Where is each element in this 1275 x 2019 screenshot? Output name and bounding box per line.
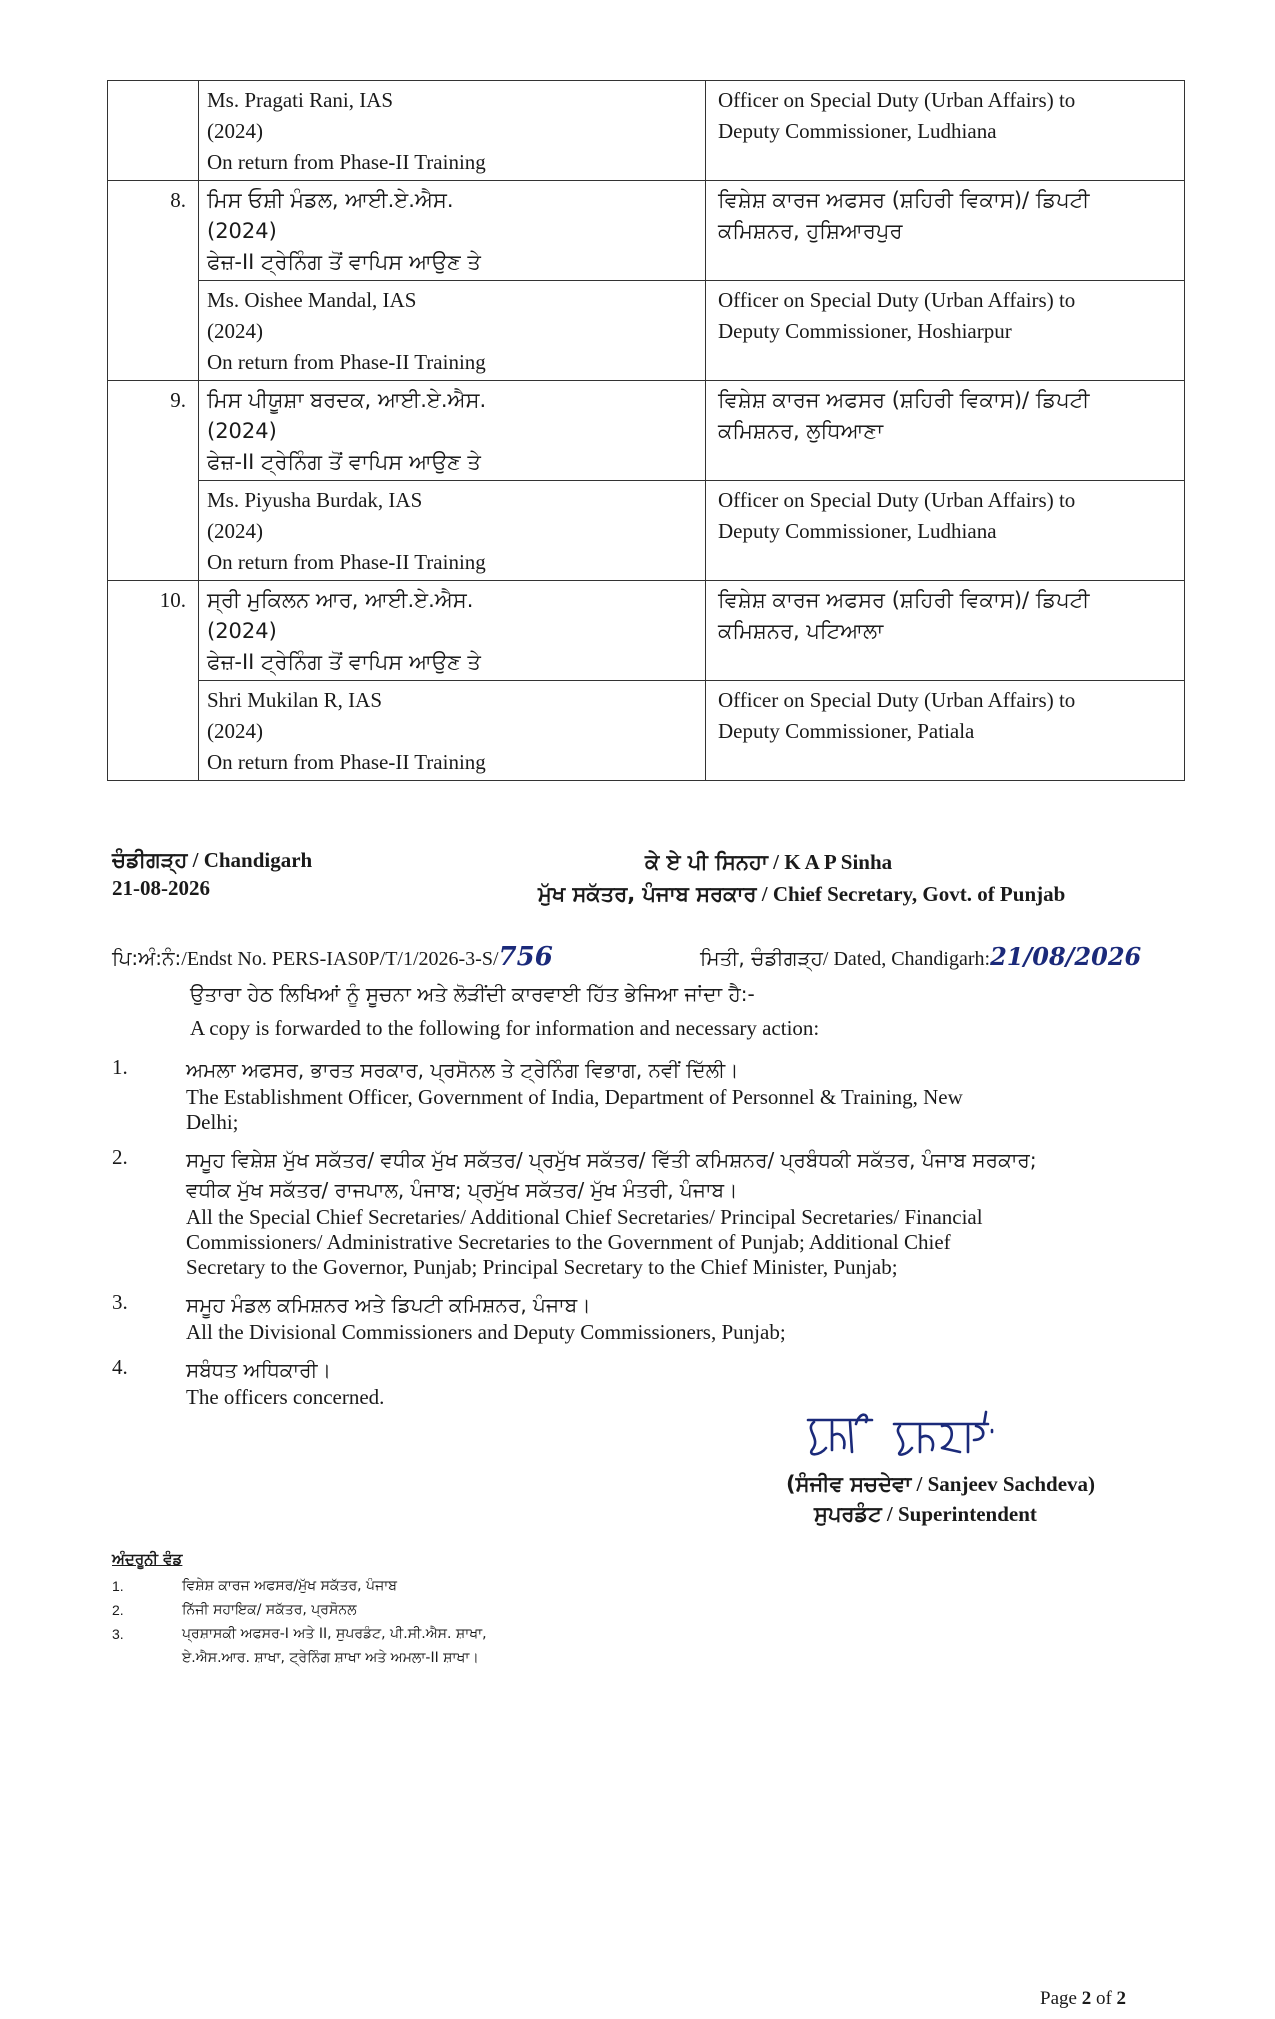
recipient-english: The Establishment Officer, Government of India, Department of Personnel & Training, New — [186, 1085, 963, 1109]
recipient-body — [186, 1290, 1187, 1345]
recipient-english: Commissioners/ Administrative Secretaries to the Government of Punjab; Additional Chief — [186, 1230, 951, 1254]
issuer-name — [645, 850, 892, 875]
post-line: ਕਮਿਸ਼ਨਰ, ਪਟਿਆਲਾ — [718, 619, 884, 643]
handwritten-date: 21/08/2026 — [990, 942, 1142, 971]
internal-text: ਪ੍ਰਸ਼ਾਸਕੀ ਅਫਸਰ-I ਅਤੇ II, ਸੁਪਰਡੰਟ, ਪੀ.ਸੀ.ਐਸ. ਸ਼ਾਖਾ, — [182, 1626, 487, 1642]
officer-name-punjabi — [199, 381, 706, 481]
post-line: ਵਿਸ਼ੇਸ਼ ਕਾਰਜ ਅਫਸਰ (ਸ਼ਹਿਰੀ ਵਿਕਾਸ)/ ਡਿਪਟੀ — [718, 388, 1090, 412]
officer-name-english — [199, 481, 706, 581]
table-row — [108, 581, 1185, 681]
posting-english — [706, 81, 1185, 181]
page-of: of — [1095, 1988, 1112, 2009]
post-line: Deputy Commissioner, Hoshiarpur — [718, 319, 1012, 343]
name-line: Ms. Oishee Mandal, IAS — [207, 288, 417, 312]
name-line: On return from Phase-II Training — [207, 350, 486, 374]
superintendent-name-punjabi: (ਸੰਜੀਵ ਸਚਦੇਵਾ — [786, 1472, 912, 1496]
name-line: ਮਿਸ ਪੀਯੂਸ਼ਾ ਬਰਦਕ, ਆਈ.ਏ.ਐਸ. — [207, 388, 487, 412]
recipient-english: The officers concerned. — [186, 1385, 385, 1409]
post-line: ਕਮਿਸ਼ਨਰ, ਹੁਸ਼ਿਆਰਪੁਰ — [718, 219, 903, 243]
internal-text: ਨਿੱਜੀ ਸਹਾਇਕ/ ਸਕੱਤਰ, ਪ੍ਰਸੋਨਲ — [182, 1602, 357, 1618]
name-line: ਫੇਜ਼-II ਟ੍ਰੇਨਿੰਗ ਤੋਂ ਵਾਪਿਸ ਆਉਣ ਤੇ — [207, 250, 481, 274]
posting-punjabi — [706, 381, 1185, 481]
recipient-item — [112, 1355, 1187, 1410]
handwritten-number: 756 — [498, 942, 553, 972]
name-line: (2024) — [207, 719, 263, 743]
recipient-english: All the Divisional Commissioners and Deputy Commissioners, Punjab; — [186, 1320, 786, 1344]
recipient-punjabi: ਸਮੂਹ ਮੰਡਲ ਕਮਿਸ਼ਨਰ ਅਤੇ ਡਿਪਟੀ ਕਮਿਸ਼ਨਰ, ਪੰਜਾਬ। — [186, 1293, 591, 1317]
table-row — [108, 181, 1185, 281]
name-line: Ms. Piyusha Burdak, IAS — [207, 488, 423, 512]
recipient-item — [112, 1145, 1187, 1280]
post-line: ਵਿਸ਼ੇਸ਼ ਕਾਰਜ ਅਫਸਰ (ਸ਼ਹਿਰੀ ਵਿਕਾਸ)/ ਡਿਪਟੀ — [718, 588, 1090, 612]
recipient-punjabi: ਅਮਲਾ ਅਫਸਰ, ਭਾਰਤ ਸਰਕਾਰ, ਪ੍ਰਸੋਨਲ ਤੇ ਟ੍ਰੇਨਿੰਗ ਵਿਭਾਗ, ਨਵੀਂ ਦਿੱਲੀ। — [186, 1058, 739, 1082]
signature-scribble — [800, 1408, 1000, 1468]
recipient-list — [112, 1055, 1187, 1420]
recipient-number: 1. — [112, 1055, 128, 1079]
issue-place — [112, 848, 312, 873]
posting-punjabi — [706, 181, 1185, 281]
recipient-number: 3. — [112, 1290, 128, 1314]
posting-english — [706, 281, 1185, 381]
recipient-number: 4. — [112, 1355, 128, 1379]
serial-number — [108, 81, 199, 181]
table-row — [108, 81, 1185, 181]
internal-number: 3. — [112, 1626, 124, 1642]
name-line: (2024) — [207, 219, 277, 243]
superintendent-name-english: / Sanjeev Sachdeva) — [916, 1472, 1096, 1496]
recipient-english: All the Special Chief Secretaries/ Additional Chief Secretaries/ Principal Secretaries/ Financial — [186, 1205, 983, 1229]
internal-item — [112, 1574, 812, 1598]
officer-name-punjabi — [199, 581, 706, 681]
table-row — [108, 681, 1185, 781]
page-label: Page — [1040, 1988, 1077, 2009]
serial-number: 8. — [108, 181, 199, 381]
name-line: (2024) — [207, 119, 263, 143]
post-line: Officer on Special Duty (Urban Affairs) to — [718, 288, 1076, 312]
internal-item — [112, 1598, 812, 1622]
place-punjabi: ਚੰਡੀਗੜ੍ਹ — [112, 848, 188, 872]
forward-note-punjabi: ਉਤਾਰਾ ਹੇਠ ਲਿਖਿਆਂ ਨੂੰ ਸੂਚਨਾ ਅਤੇ ਲੋੜੀਂਦੀ ਕਾਰਵਾਈ ਹਿੱਤ ਭੇਜਿਆ ਜਾਂਦਾ ਹੈ:- — [190, 982, 755, 1006]
name-line: ਸ੍ਰੀ ਮੁਕਿਲਨ ਆਰ, ਆਈ.ਏ.ਐਸ. — [207, 588, 474, 612]
post-line: Officer on Special Duty (Urban Affairs) to — [718, 488, 1076, 512]
issuer-title-punjabi: ਮੁੱਖ ਸਕੱਤਰ, ਪੰਜਾਬ ਸਰਕਾਰ — [538, 882, 757, 906]
issuer-title — [538, 882, 1065, 907]
issue-date: 21-08-2026 — [112, 876, 210, 900]
recipient-punjabi: ਸਮੂਹ ਵਿਸ਼ੇਸ਼ ਮੁੱਖ ਸਕੱਤਰ/ ਵਧੀਕ ਮੁੱਖ ਸਕੱਤਰ/ ਪ੍ਰਮੁੱਖ ਸਕੱਤਰ/ ਵਿੱਤੀ ਕਮਿਸ਼ਨਰ/ ਪ੍ਰਬੰਧਕੀ ਸਕੱਤਰ, ਪੰਜਾਬ ਸਰਕਾਰ; — [186, 1148, 1037, 1172]
superintendent-signature — [800, 1408, 1000, 1473]
name-line: ਮਿਸ ਓਸ਼ੀ ਮੰਡਲ, ਆਈ.ਏ.ਐਸ. — [207, 188, 454, 212]
recipient-item — [112, 1290, 1187, 1345]
recipient-punjabi: ਸਬੰਧਤ ਅਧਿਕਾਰੀ। — [186, 1358, 332, 1382]
superintendent-title-punjabi: ਸੁਪਰਡੰਟ — [814, 1502, 882, 1526]
posting-english — [706, 681, 1185, 781]
recipient-body — [186, 1145, 1187, 1280]
name-line: Shri Mukilan R, IAS — [207, 688, 383, 712]
name-line: Ms. Pragati Rani, IAS — [207, 88, 394, 112]
post-line: Officer on Special Duty (Urban Affairs) to — [718, 688, 1076, 712]
posting-english — [706, 481, 1185, 581]
internal-number: 2. — [112, 1602, 124, 1618]
name-line: (2024) — [207, 519, 263, 543]
internal-distribution-heading: ਅੰਦਰੂਨੀ ਵੰਡ — [112, 1550, 183, 1568]
internal-text: ਏ.ਐਸ.ਆਰ. ਸ਼ਾਖਾ, ਟ੍ਰੇਨਿੰਗ ਸ਼ਾਖਾ ਅਤੇ ਅਮਲਾ-II ਸ਼ਾਖਾ। — [182, 1650, 479, 1666]
recipient-punjabi: ਵਧੀਕ ਮੁੱਖ ਸਕੱਤਰ/ ਰਾਜਪਾਲ, ਪੰਜਾਬ; ਪ੍ਰਮੁੱਖ ਸਕੱਤਰ/ ਮੁੱਖ ਮੰਤਰੀ, ਪੰਜਾਬ। — [186, 1178, 738, 1202]
page-current: 2 — [1081, 1988, 1092, 2009]
place-english: / Chandigarh — [192, 848, 313, 872]
post-line: Officer on Special Duty (Urban Affairs) to — [718, 88, 1076, 112]
page-number — [1040, 1988, 1126, 2010]
table-row — [108, 281, 1185, 381]
superintendent-title — [814, 1502, 1037, 1527]
internal-text: ਵਿਸ਼ੇਸ਼ ਕਾਰਜ ਅਫਸਰ/ਮੁੱਖ ਸਕੱਤਰ, ਪੰਜਾਬ — [182, 1578, 397, 1594]
internal-number: 1. — [112, 1578, 124, 1594]
endorsement-prefix-punjabi: ਪਿ:ਅੰ:ਨੰ: — [112, 946, 182, 970]
internal-distribution-list — [112, 1574, 812, 1670]
endorsement-date-english: / Dated, Chandigarh: — [822, 948, 991, 970]
post-line: Deputy Commissioner, Ludhiana — [718, 519, 997, 543]
superintendent-title-english: / Superintendent — [886, 1502, 1037, 1526]
issuer-title-english: / Chief Secretary, Govt. of Punjab — [761, 882, 1066, 906]
postings-table — [107, 80, 1185, 781]
superintendent-name — [786, 1472, 1095, 1497]
officer-name-english — [199, 681, 706, 781]
officer-name-punjabi — [199, 181, 706, 281]
recipient-item — [112, 1055, 1187, 1135]
serial-number: 10. — [108, 581, 199, 781]
name-line: (2024) — [207, 319, 263, 343]
officer-name-english — [199, 281, 706, 381]
issuer-name-english: / K A P Sinha — [773, 850, 893, 874]
name-line: ਫੇਜ਼-II ਟ੍ਰੇਨਿੰਗ ਤੋਂ ਵਾਪਿਸ ਆਉਣ ਤੇ — [207, 450, 481, 474]
table-row — [108, 481, 1185, 581]
page-total: 2 — [1116, 1988, 1127, 2009]
recipient-english: Delhi; — [186, 1110, 239, 1134]
post-line: Deputy Commissioner, Ludhiana — [718, 119, 997, 143]
posting-punjabi — [706, 581, 1185, 681]
forward-note-english: A copy is forwarded to the following for information and necessary action: — [190, 1016, 820, 1040]
post-line: ਵਿਸ਼ੇਸ਼ ਕਾਰਜ ਅਫਸਰ (ਸ਼ਹਿਰੀ ਵਿਕਾਸ)/ ਡਿਪਟੀ — [718, 188, 1090, 212]
endorsement-date — [700, 942, 1141, 971]
name-line: ਫੇਜ਼-II ਟ੍ਰੇਨਿੰਗ ਤੋਂ ਵਾਪਿਸ ਆਉਣ ਤੇ — [207, 650, 481, 674]
name-line: (2024) — [207, 619, 277, 643]
recipient-body — [186, 1055, 1187, 1135]
post-line: ਕਮਿਸ਼ਨਰ, ਲੁਧਿਆਣਾ — [718, 419, 884, 443]
table-row — [108, 381, 1185, 481]
internal-item — [112, 1622, 812, 1670]
endorsement-prefix-english: /Endst No. PERS-IAS0P/T/1/2026-3-S/ — [181, 948, 499, 970]
name-line: On return from Phase-II Training — [207, 550, 486, 574]
endorsement-number — [112, 942, 553, 972]
name-line: On return from Phase-II Training — [207, 750, 486, 774]
endorsement-date-punjabi: ਮਿਤੀ, ਚੰਡੀਗੜ੍ਹ — [700, 946, 823, 970]
issuer-name-punjabi: ਕੇ ਏ ਪੀ ਸਿਨਹਾ — [645, 850, 768, 874]
recipient-english: Secretary to the Governor, Punjab; Principal Secretary to the Chief Minister, Punjab; — [186, 1255, 898, 1279]
name-line: On return from Phase-II Training — [207, 150, 486, 174]
officer-name-english — [199, 81, 706, 181]
name-line: (2024) — [207, 419, 277, 443]
post-line: Deputy Commissioner, Patiala — [718, 719, 975, 743]
recipient-body — [186, 1355, 1187, 1410]
serial-number: 9. — [108, 381, 199, 581]
recipient-number: 2. — [112, 1145, 128, 1169]
